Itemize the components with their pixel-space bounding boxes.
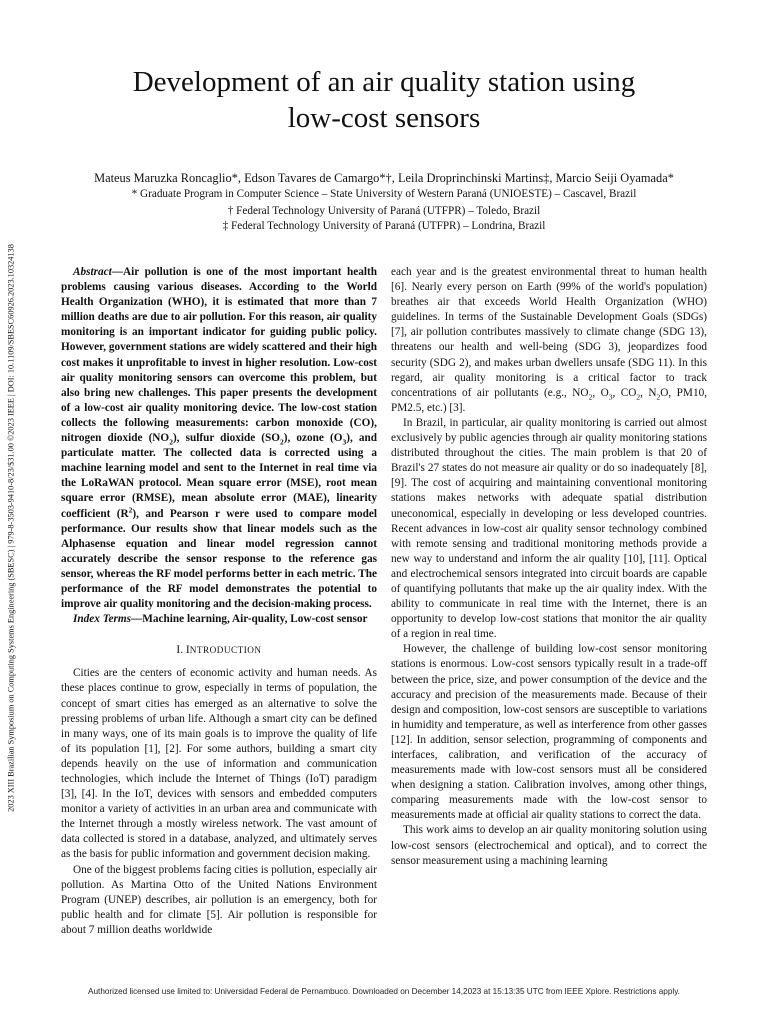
index-terms: Index Terms—Machine learning, Air-quality, Low-cost sensor: [73, 613, 368, 626]
intro-paragraph-3: In Brazil, in particular, air quality monitoring is carried out almost exclusively by public agencies through air quality monitoring stations distributed throughout the cities. The main problem is that 20 of Brazil's 27 states do not measure air quality or do so inadequately [8], [9]. The cost of acquiring and maintaining conventional monitoring stations makes networks with adequate spatial distribution uneconomical, especially in developing or less developed countries. Recent advances in low-cost air quality sensor technology combined with remote sensing and traditional monitoring methods provide a new way to understand and inform the air quality [10], [11]. Optical and electrochemical sensors integrated into circuit boards are capable of quantifying pollutants that make up the air quality index. With the ability to communicate in real time with the Internet, there is an opportunity to develop low-cost stations that monitor the air quality of a region in real time.: [391, 416, 707, 641]
doi-text: 2023 XIII Brazilian Symposium on Computing Systems Engineering (SBESC) | 979-8-3503-9410-8/23/$31.00 ©2023 IEEE | DOI: 10.1109/SBESC60926.2023.10324138: [6, 243, 16, 812]
author-list: Mateus Maruzka Roncaglio*, Edson Tavares de Camargo*†, Leila Droprinchinski Martins‡, Marcio Seiji Oyamada*: [94, 171, 674, 185]
intro-paragraph-5: This work aims to develop an air quality monitoring solution using low-cost sensors (electrochemical and optical), and to correct the sensor measurement using a machining learning: [391, 824, 707, 867]
intro-paragraph-1: Cities are the centers of economic activity and human needs. As these places continue to grow, especially in terms of population, the concept of smart cities has emerged as an alternative to solve the pressing problems of urban life. Although a smart city can be defined in many ways, one of its main goals is to improve the quality of life of its population [1], [2]. For some authors, building a smart city depends heavily on the use of information and communication technologies, which include the Internet of Things (IoT) paradigm [3], [4]. In the IoT, devices with sensors and embedded computers monitor a variety of activities in an urban area and communicate with the Internet through a mostly wireless network. The vast amount of data collected is stored in a database, analyzed, and ultimately serves as the basis for public information and government decision making.: [61, 667, 377, 861]
doi-side-note: [4, 160, 18, 895]
affiliation-2: † Federal Technology University of Paraná (UTFPR) – Toledo, Brazil: [227, 205, 541, 217]
abstract-label: Abstract: [73, 266, 112, 278]
section-heading-introduction: I. INTRODUCTION: [176, 644, 262, 657]
left-column: [61, 265, 377, 938]
abstract: Abstract—Air pollution is one of the most important health problems causing various diseases. According to the World Health Organization (WHO), it is estimated that more than 7 million deaths are due to air pollution. For this reason, air quality monitoring is an important indicator for guiding public policy. However, government stations are widely scattered and their high cost makes it unprofitable to invest in higher resolution. Low-cost air quality monitoring sensors can overcome this problem, but also bring new challenges. This paper presents the development of a low-cost air quality monitoring device. The low-cost station collects the following measurements: carbon monoxide (CO), nitrogen dioxide $(NO_2)$, sulfur dioxide $(SO_2)$, ozone $(O_3)$, and particulate matter. The collected data is corrected using a machine learning model and sent to the Internet in real time via the LoRaWAN protocol. Mean square error (MSE), root mean square error (RMSE), mean absolute error (MAE), linearity coefficient $(R^2)$, and Pearson r were used to compare model performance. Our results show that linear models such as the Alphasense equation and linear model regression cannot accurately describe the sensor response to the reference gas sensor, whereas the RF model performs better in each metric. The performance of the RF model demonstrates the potential to improve air quality monitoring and the decision-making process.: [61, 266, 377, 611]
title-line-2: low-cost sensors: [287, 102, 481, 134]
license-footer: Authorized licensed use limited to: Universidad Federal de Pernambuco. Downloaded on December 14,2023 at 15:13:35 UTC from IEEE Xplore. Restrictions apply.: [88, 987, 680, 996]
title-line-1: Development of an air quality station using: [132, 66, 636, 98]
paper-title: [64, 64, 704, 136]
index-terms-label: Index Terms: [73, 613, 132, 626]
intro-paragraph-2-continued: each year and is the greatest environmental threat to human health [6]. Nearly every person on Earth (99% of the world's population) breathes air that exceeds World Health Organization (WHO) guidelines. In terms of the Sustainable Development Goals (SDGs) [7], air pollution contributes massively to climate change (SDG 13), threatens our health and well-being (SDG 3), jeopardizes food security (SDG 2), and makes urban dwellers unsafe (SDG 11). In this regard, air quality monitoring is a critical factor to track concentrations of air pollutants (e.g., $NO_2$, $O_3$, $CO_2$, $N_2O$, PM10, PM2.5, etc.) [3].: [391, 266, 708, 414]
intro-paragraph-4: However, the challenge of building low-cost sensor monitoring stations is enormous. Low-cost sensors typically result in a trade-off between the price, size, and power consumption of the device and the accuracy and precision of the measurements made. Because of their design and composition, low-cost sensors are susceptible to variations in humidity and temperature, as well as interference from other gasses [12]. In addition, sensor selection, programming of components and interfaces, calibration, and verification of the accuracy of measurements made with low-cost sensors must all be considered when designing a station. Calibration involves, among other things, comparing measurements made with the low-cost sensor to measurements made at official air quality stations to correct the data.: [391, 643, 707, 822]
affiliation-3: ‡ Federal Technology University of Paraná (UTFPR) – Londrina, Brazil: [222, 220, 546, 232]
right-column: [391, 265, 707, 869]
intro-paragraph-2: One of the biggest problems facing cities is pollution, especially air pollution. As Martina Otto of the United Nations Environment Program (UNEP) describes, air pollution is an emergency, both for public health and for climate [5]. Air pollution is responsible for about 7 million deaths worldwide: [61, 863, 377, 936]
affiliation-1: * Graduate Program in Computer Science – State University of Western Paraná (UNIOESTE) – Cascavel, Brazil: [131, 188, 637, 200]
